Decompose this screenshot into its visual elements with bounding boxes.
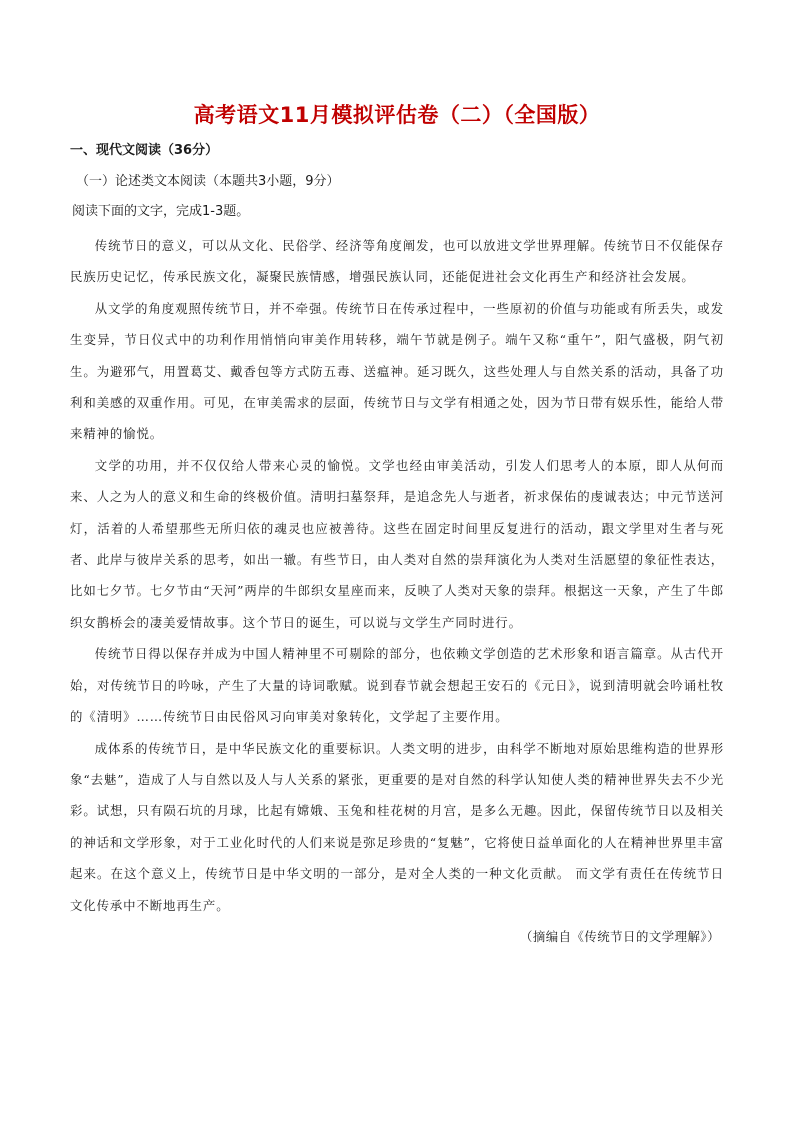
article-paragraph-2: 从文学的角度观照传统节日，并不牵强。传统节日在传承过程中，一些原初的价值与功能或有所丢失，或发生变异，节日仪式中的功利作用悄悄向审美作用转移，端午节就是例子。端午又称“重午”，阳气盛极，阴气初生。为避邪气，用置葛艾、戴香包等方式防五毒、送瘟神。延习既久，这些处理人与自然关系的活动，具备了功利和美感的双重作用。可见，在审美需求的层面，传统节日与文学有相通之处，因为节日带有娱乐性，能给人带来精神的愉悦。: [70, 300, 724, 442]
article-source: （摘编自《传统节日的文学理解》）: [519, 928, 720, 944]
subsection-heading: （一）论述类文本阅读（本题共3小题，9分）: [76, 174, 340, 189]
article-paragraph-3: 文学的功用，并不仅仅给人带来心灵的愉悦。文学也经由审美活动，引发人们思考人的本原，即人从何而来、人之为人的意义和生命的终极价值。清明扫墓祭拜，是追念先人与逝者，祈求保佑的虔诚表达；中元节送河灯，活着的人希望那些无所归依的魂灵也应被善待。这些在固定时间里反复进行的活动，跟文学里对生者与死者、此岸与彼岸关系的思考，如出一辙。有些节日，由人类对自然的崇拜演化为人类对生活愿望的象征性表达，比如七夕节。七夕节由“天河”两岸的牛郎织女星座而来，反映了人类对天象的崇拜。根据这一天象，产生了牛郎织女鹊桥会的凄美爱情故事。这个节日的诞生，可以说与文学生产同时进行。: [70, 457, 724, 630]
section-heading: 一、现代文阅读（36分）: [70, 143, 219, 158]
article-paragraph-5: 成体系的传统节日，是中华民族文化的重要标识。人类文明的进步，由科学不断地对原始思维构造的世界形象“去魅”，造成了人与自然以及人与人关系的紧张，更重要的是对自然的科学认知使人类的精神世界失去不少光彩。试想，只有陨石坑的月球，比起有嫦娥、玉兔和桂花树的月宫，是多么无趣。因此，保留传统节日以及相关的神话和文学形象，对于工业化时代的人们来说是弥足珍贵的“复魅”，它将使日益单面化的人在精神世界里丰富起来。在这个意义上，传统节日是中华文明的一部分，是对全人类的一种文化贡献。 而文学有责任在传统节日文化传承中不断地再生产。: [70, 740, 724, 913]
article-paragraph-4: 传统节日得以保存并成为中国人精神里不可剔除的部分，也依赖文学创造的艺术形象和语言篇章。从古代开始，对传统节日的吟咏，产生了大量的诗词歌赋。说到春节就会想起王安石的《元日》，说到清明就会吟诵杜牧的《清明》……传统节日由民俗风习向审美对象转化，文学起了主要作用。: [70, 646, 724, 725]
page-title: 高考语文11月模拟评估卷（二）（全国版）: [193, 103, 601, 127]
article-body: [70, 230, 724, 921]
reading-instruction: 阅读下面的文字，完成1-3题。: [72, 204, 250, 219]
article-paragraph-1: 传统节日的意义，可以从文化、民俗学、经济等角度阐发，也可以放进文学世界理解。传统节日不仅能保存民族历史记忆，传承民族文化，凝聚民族情感，增强民族认同，还能促进社会文化再生产和经济社会发展。: [70, 238, 724, 285]
